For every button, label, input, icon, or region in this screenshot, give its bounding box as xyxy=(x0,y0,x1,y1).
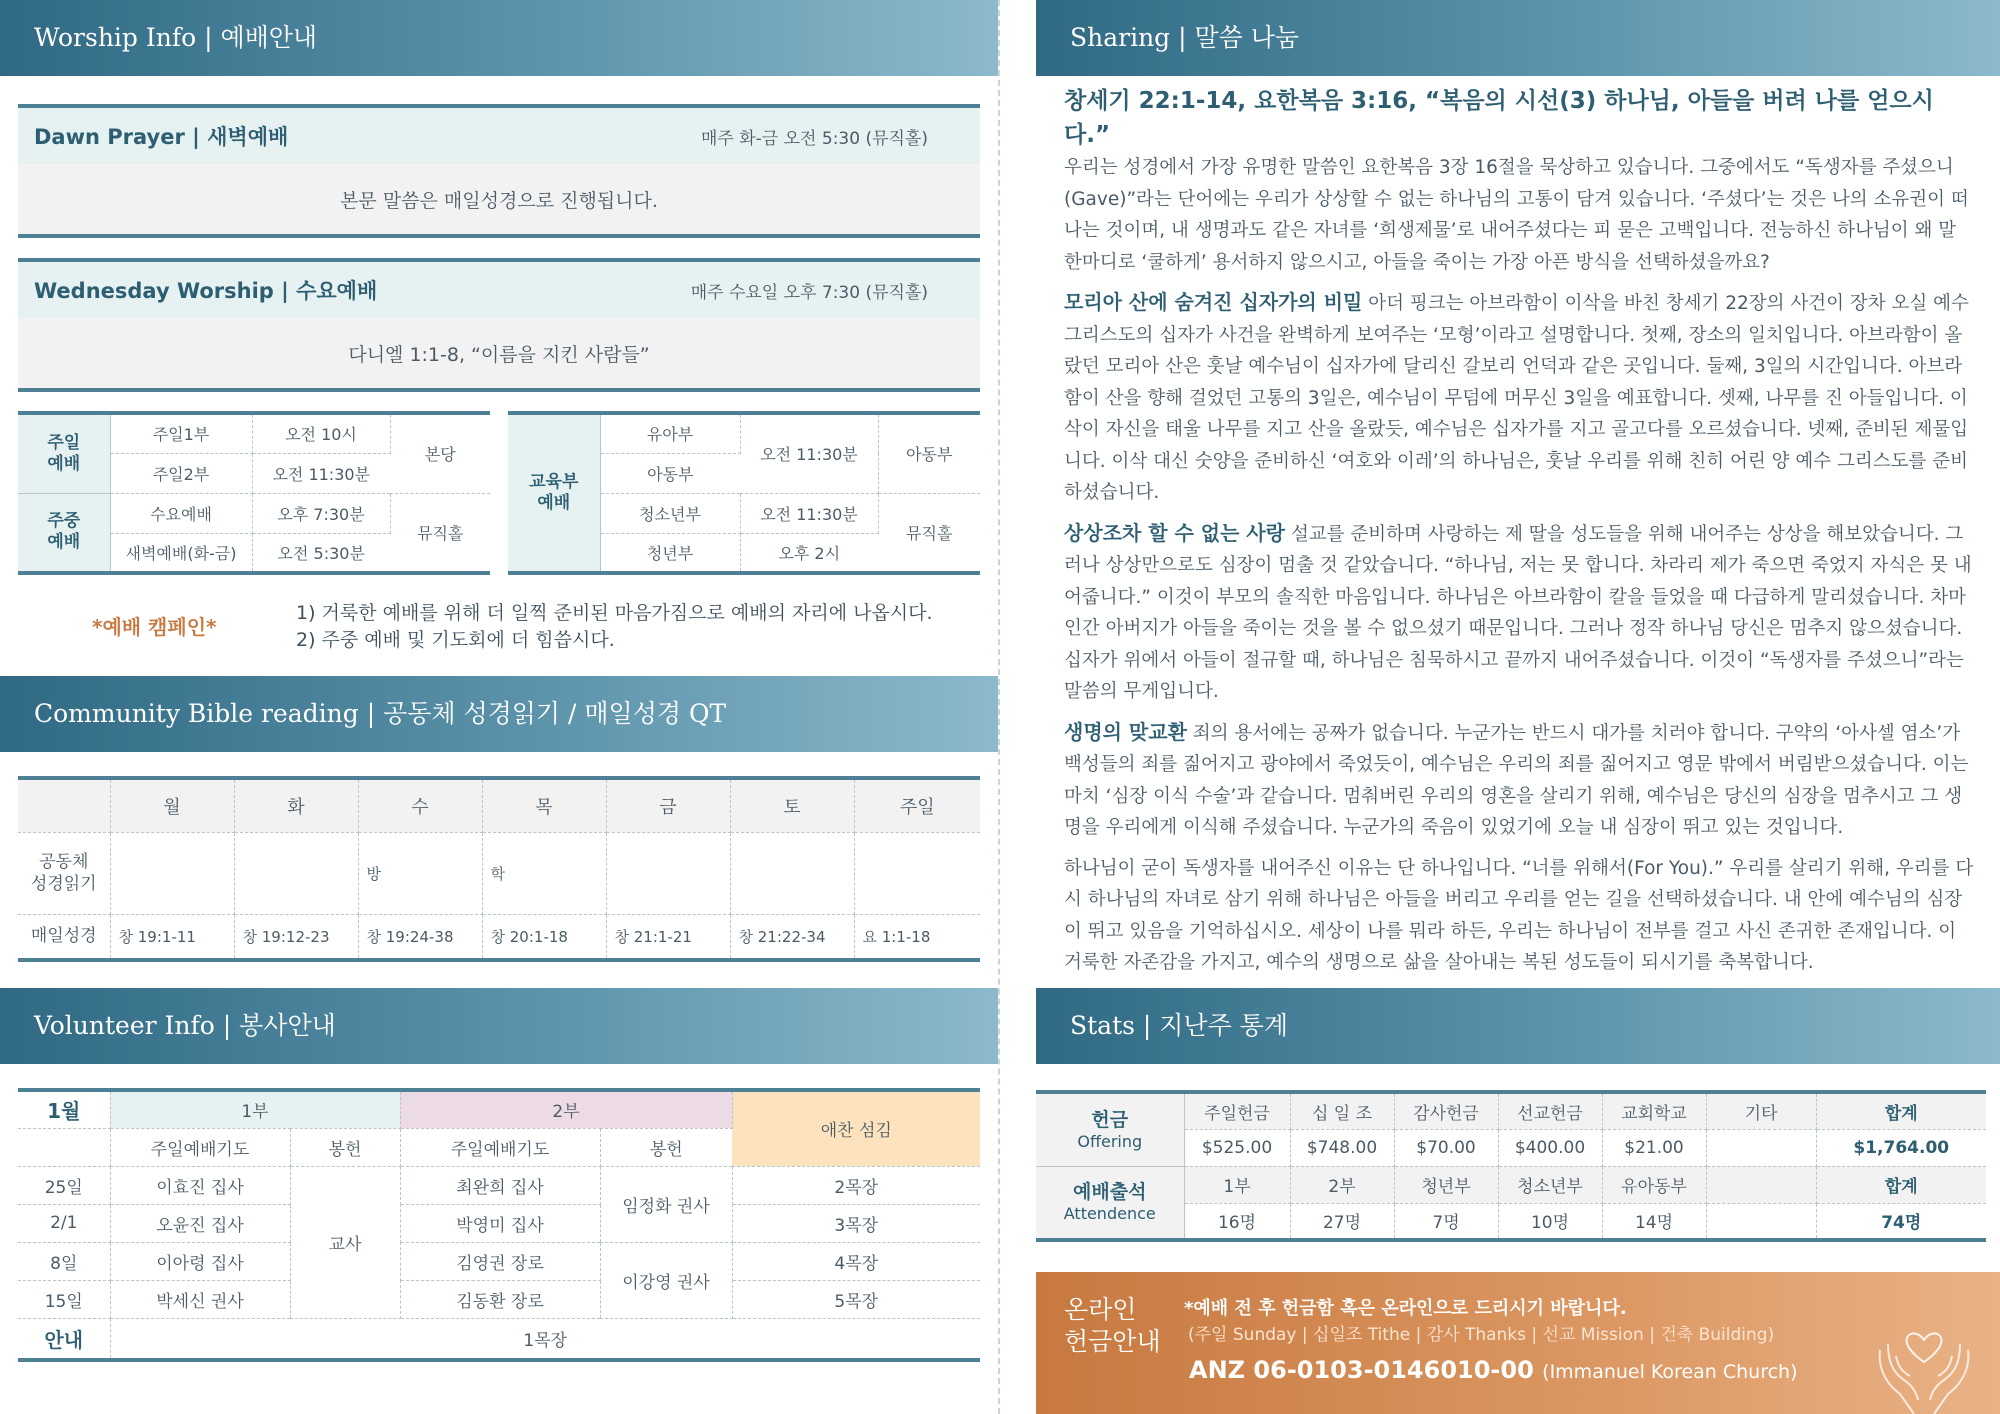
bible-reading-table xyxy=(18,776,980,962)
stat-head: 유아동부 xyxy=(1602,1166,1706,1203)
sermon-text xyxy=(1064,84,1976,988)
stat-head: 1부 xyxy=(1184,1166,1290,1203)
stat-total-head: 합계 xyxy=(1816,1092,1986,1129)
volunteer-banner: Volunteer Info | 봉사안내 xyxy=(0,988,998,1064)
month-label: 1월 xyxy=(18,1090,110,1128)
date-cell: 15일 xyxy=(18,1280,110,1318)
campaign-text xyxy=(296,600,933,654)
prayer-cell: 이아령 집사 xyxy=(110,1242,290,1280)
part1-header: 1부 xyxy=(110,1090,400,1128)
service-time: 오전 5:30분 xyxy=(277,543,365,563)
sunday-worship-label: 주일 예배 xyxy=(18,413,110,493)
reading-cell xyxy=(730,832,854,914)
row-label: 공동체 성경읽기 xyxy=(18,832,110,914)
day-header: 주일 xyxy=(854,778,980,832)
dept-name: 유아부 xyxy=(600,413,740,453)
prayer-cell: 김동환 장로 xyxy=(400,1280,600,1318)
service-times-table xyxy=(18,411,490,575)
day-header: 수 xyxy=(358,778,482,832)
offering-label-ko: 헌금 xyxy=(1091,1108,1129,1131)
reading-cell: 요 1:1-18 xyxy=(862,927,931,946)
offering-header: 봉헌 xyxy=(290,1128,400,1166)
reading-cell: 학 xyxy=(482,832,606,914)
dawn-prayer-box xyxy=(18,104,980,238)
guide-label: 안내 xyxy=(18,1318,110,1360)
prayer-cell: 박세신 권사 xyxy=(110,1280,290,1318)
stat-value: 7명 xyxy=(1394,1203,1498,1240)
empty-cell xyxy=(18,1128,110,1166)
campaign-label: *예배 캠페인* xyxy=(92,615,217,639)
stat-head: 선교헌금 xyxy=(1498,1092,1602,1129)
stat-head: 십 일 조 xyxy=(1290,1092,1394,1129)
dawn-prayer-header xyxy=(18,108,980,164)
stats-banner: Stats | 지난주 통계 xyxy=(1036,988,2000,1064)
sharing-banner: Sharing | 말씀 나눔 xyxy=(1036,0,2000,76)
online-note: *예배 전 후 헌금함 혹은 온라인으로 드리시기 바랍니다. xyxy=(1184,1298,1627,1319)
dept-place: 뮤직홀 xyxy=(878,493,980,573)
stat-head: 교회학교 xyxy=(1602,1092,1706,1129)
stat-value: 27명 xyxy=(1290,1203,1394,1240)
stat-value: $400.00 xyxy=(1498,1129,1602,1166)
dept-time: 오전 11:30분 xyxy=(740,413,878,493)
meal-header: 애찬 섬김 xyxy=(732,1090,980,1166)
stat-total: $1,764.00 xyxy=(1816,1129,1986,1166)
day-header: 목 xyxy=(482,778,606,832)
sermon-paragraph xyxy=(1064,717,1976,844)
date-cell: 25일 xyxy=(18,1166,110,1204)
dawn-prayer-time: 매주 화-금 오전 5:30 (뮤직홀) xyxy=(701,128,928,149)
service-name: 주일2부 xyxy=(110,453,252,493)
campaign-item: 2) 주중 예배 및 기도회에 더 힘씁시다. xyxy=(296,629,615,651)
dawn-prayer-title: Dawn Prayer | 새벽예배 xyxy=(34,125,289,149)
date-cell: 8일 xyxy=(18,1242,110,1280)
reading-cell: 창 21:1-21 xyxy=(606,914,730,960)
stat-value xyxy=(1706,1129,1816,1166)
service-place: 본당 xyxy=(390,413,490,493)
stat-head: 2부 xyxy=(1290,1166,1394,1203)
weekday-worship-label: 주중 예배 xyxy=(18,493,110,573)
reading-cell xyxy=(606,832,730,914)
day-header: 화 xyxy=(234,778,358,832)
row-label: 매일성경 xyxy=(18,914,110,960)
offering-cell: 임정화 권사 xyxy=(600,1166,732,1242)
service-name: 새벽예배(화-금) xyxy=(110,533,252,573)
service-time: 오후 7:30분 xyxy=(252,493,390,533)
meal-cell: 2목장 xyxy=(732,1166,980,1204)
stat-value: 14명 xyxy=(1602,1203,1706,1240)
offering-label-en: Offering xyxy=(1077,1131,1143,1151)
offering-header: 봉헌 xyxy=(600,1128,732,1166)
service-place: 뮤직홀 xyxy=(390,493,490,573)
stat-head xyxy=(1706,1166,1816,1203)
corner-cell xyxy=(18,778,110,832)
reading-cell: 창 19:1-11 xyxy=(110,914,234,960)
education-times-table xyxy=(508,411,980,575)
reading-cell: 창 19:12-23 xyxy=(234,914,358,960)
prayer-cell: 박영미 집사 xyxy=(400,1204,600,1242)
offering-label xyxy=(1036,1092,1184,1166)
stat-head: 기타 xyxy=(1706,1092,1816,1129)
reading-cell xyxy=(854,832,980,914)
volunteer-table xyxy=(18,1088,980,1362)
sermon-title: 창세기 22:1-14, 요한복음 3:16, “복음의 시선(3) 하나님, 아들을 버려 나를 얻으시다.” xyxy=(1064,88,1934,148)
day-header: 토 xyxy=(730,778,854,832)
reading-cell: 창 19:24-38 xyxy=(358,914,482,960)
dept-name: 아동부 xyxy=(600,453,740,493)
account-value: ANZ 06-0103-0146010-00 xyxy=(1189,1356,1534,1384)
online-title: 온라인 헌금안내 xyxy=(1064,1295,1161,1356)
bible-reading-banner: Community Bible reading | 공동체 성경읽기 / 매일성경 QT xyxy=(0,676,998,752)
stat-head: 감사헌금 xyxy=(1394,1092,1498,1129)
stat-total: 74명 xyxy=(1816,1203,1986,1240)
reading-cell xyxy=(110,832,234,914)
stat-value: $21.00 xyxy=(1602,1129,1706,1166)
stat-total-head: 합계 xyxy=(1816,1166,1986,1203)
online-categories: (주일 Sunday | 십일조 Tithe | 감사 Thanks | 선교 Mission | 건축 Building) xyxy=(1188,1325,1775,1345)
prayer-cell: 오윤진 집사 xyxy=(110,1204,290,1242)
reading-cell: 방 xyxy=(358,832,482,914)
paragraph-body: 설교를 준비하며 사랑하는 제 딸을 성도들을 위해 내어주는 상상을 해보았습니다. 그러나 상상만으로도 심장이 멈출 것 같았습니다. “하나님, 저는 못 합니다. 차라리 제가 죽으면 죽었지 자식은 못 내어줍니다.” 이것이 부모의 솔직한 마음입니다. 하나님은 아브라함이 칼을 들었을 때 다급하게 말리셨습니다. 차마 인간 아버지가 아들을 죽이는 것을 볼 수 없으셨기 때문입니다. 그러나 정작 하나님 당신은 멈추지 않으셨습니다. 십자가 위에서 아들이 절규할 때, 하나님은 침묵하시고 끝까지 내어주셨습니다. 이것이 “독생자를 주셨으니”라는 말씀의 무게입니다. xyxy=(1064,523,1972,702)
sermon-paragraph xyxy=(1064,518,1976,708)
wednesday-worship-body: 다니엘 1:1-8, “이름을 지킨 사람들” xyxy=(18,318,980,388)
stat-value: 10명 xyxy=(1498,1203,1602,1240)
sermon-paragraph: 하나님이 굳이 독생자를 내어주신 이유는 단 하나입니다. “너를 위해서(For You).” 우리를 살리기 위해, 우리를 다시 하나님의 자녀로 삼기 위해 하나님은 아들을 버리고 우리를 얻는 길을 선택하셨습니다. 내 안에 예수님의 심장이 뛰고 있음을 기억하십시오. 세상이 나를 뭐라 하든, 우리는 하나님이 전부를 걸고 사신 존귀한 존재입니다. 이 거룩한 자존감을 가지고, 예수의 생명으로 삶을 살아내는 복된 성도들이 되시기를 축복합니다. xyxy=(1064,857,1974,973)
stat-value: $70.00 xyxy=(1394,1129,1498,1166)
prayer-header: 주일예배기도 xyxy=(110,1128,290,1166)
stat-value: 16명 xyxy=(1184,1203,1290,1240)
stats-table xyxy=(1036,1090,1986,1242)
campaign-item: 1) 거룩한 예배를 위해 더 일찍 준비된 마음가짐으로 예배의 자리에 나옵시다. xyxy=(296,602,933,624)
sermon-paragraph xyxy=(1064,287,1976,509)
stat-value: $525.00 xyxy=(1184,1129,1290,1166)
sermon-paragraph: 우리는 성경에서 가장 유명한 말씀인 요한복음 3장 16절을 묵상하고 있습니다. 그중에서도 “독생자를 주셨으니(Gave)”라는 단어에는 우리가 상상할 수 없는 하나님의 고통이 담겨 있습니다. ‘주셨다’는 것은 나의 소유권이 떠나는 것이며, 내 생명과도 같은 자녀를 ‘희생제물’로 내어주셨다는 피 묻은 고백입니다. 전능하신 하나님이 왜 말 한마디로 ‘쿨하게’ 용서하지 않으시고, 아들을 죽이는 가장 아픈 방식을 선택하셨을까요? xyxy=(1064,157,1969,273)
service-time: 오전 11:30분 xyxy=(252,453,390,493)
dept-name: 청년부 xyxy=(600,533,740,573)
service-time: 오전 10시 xyxy=(252,413,390,453)
dept-place: 아동부 xyxy=(878,413,980,493)
service-name: 수요예배 xyxy=(110,493,252,533)
account-number xyxy=(1189,1356,1798,1384)
meal-cell: 4목장 xyxy=(732,1242,980,1280)
prayer-cell: 최완희 집사 xyxy=(400,1166,600,1204)
dept-time: 오후 2시 xyxy=(778,543,841,563)
part2-header: 2부 xyxy=(400,1090,732,1128)
day-header: 금 xyxy=(606,778,730,832)
prayer-cell: 김영권 장로 xyxy=(400,1242,600,1280)
attendance-label xyxy=(1036,1166,1184,1240)
fold-divider xyxy=(998,0,1000,1414)
reading-cell: 창 20:1-18 xyxy=(482,914,606,960)
wednesday-worship-title: Wednesday Worship | 수요예배 xyxy=(34,279,378,303)
attendance-label-en: Attendence xyxy=(1063,1204,1156,1224)
stat-head: 청소년부 xyxy=(1498,1166,1602,1203)
account-name: (Immanuel Korean Church) xyxy=(1542,1361,1798,1383)
offering-cell: 이강영 권사 xyxy=(600,1242,732,1318)
reading-cell: 창 21:22-34 xyxy=(730,914,854,960)
prayer-header: 주일예배기도 xyxy=(400,1128,600,1166)
stat-value: $748.00 xyxy=(1290,1129,1394,1166)
paragraph-heading: 모리아 산에 숨겨진 십자가의 비밀 xyxy=(1064,290,1363,314)
stat-head: 주일헌금 xyxy=(1184,1092,1290,1129)
stat-value xyxy=(1706,1203,1816,1240)
education-worship-label: 교육부 예배 xyxy=(508,413,600,573)
guide-value: 1목장 xyxy=(523,1330,568,1351)
wednesday-worship-header xyxy=(18,262,980,318)
paragraph-heading: 상상조차 할 수 없는 사랑 xyxy=(1064,520,1286,545)
day-header: 월 xyxy=(110,778,234,832)
service-name: 주일1부 xyxy=(110,413,252,453)
wednesday-worship-box xyxy=(18,258,980,392)
online-offering-box xyxy=(1036,1272,2000,1414)
worship-banner: Worship Info | 예배안내 xyxy=(0,0,998,76)
offering-cell: 교사 xyxy=(290,1166,400,1318)
wednesday-worship-time: 매주 수요일 오후 7:30 (뮤직홀) xyxy=(690,282,928,303)
dept-name: 청소년부 xyxy=(600,493,740,533)
date-cell: 2/1 xyxy=(18,1204,110,1242)
heart-hands-icon xyxy=(1870,1310,1978,1414)
dawn-prayer-body: 본문 말씀은 매일성경으로 진행됩니다. xyxy=(18,164,980,234)
attendance-label-ko: 예배출석 xyxy=(1073,1181,1147,1204)
paragraph-body: 아더 핑크는 아브라함이 이삭을 바친 창세기 22장의 사건이 장차 오실 예수 그리스도의 십자가 사건을 완벽하게 보여주는 ‘모형’이라고 설명합니다. 첫째, 장소의 일치입니다. 아브라함이 올랐던 모리아 산은 훗날 예수님이 십자가에 달리신 갈보리 언덕과 같은 곳입니다. 둘째, 3일의 시간입니다. 아브라함이 산을 향해 걸었던 고통의 3일은, 예수님이 무덤에 머무신 3일을 예표합니다. 셋째, 나무를 진 아들입니다. 이삭이 자신을 태울 나무를 지고 산을 올랐듯, 예수님은 십자가를 지고 골고다를 오르셨습니다. 넷째, 준비된 제물입니다. 이삭 대신 숫양을 준비하신 ‘여호와 이레’의 하나님은, 훗날 우리를 위해 친히 어린 양 예수 그리스도를 준비하셨습니다. xyxy=(1064,293,1969,503)
paragraph-body: 죄의 용서에는 공짜가 없습니다. 누군가는 반드시 대가를 치러야 합니다. 구약의 ‘아사셀 염소’가 백성들의 죄를 짊어지고 광야에서 죽었듯이, 예수님은 우리의 죄를 짊어지고 영문 밖에서 버림받으셨습니다. 이는 마치 ‘심장 이식 수술’과 같습니다. 멈춰버린 우리의 영혼을 살리기 위해, 예수님은 당신의 심장을 멈추시고 그 생명을 우리에게 이식해 주셨습니다. 누군가의 죽음이 있었기에 오늘 내 심장이 뛰고 있는 것입니다. xyxy=(1064,722,1969,838)
prayer-cell: 이효진 집사 xyxy=(110,1166,290,1204)
reading-cell xyxy=(234,832,358,914)
stat-head: 청년부 xyxy=(1394,1166,1498,1203)
paragraph-heading: 생명의 맞교환 xyxy=(1064,719,1187,744)
meal-cell: 3목장 xyxy=(732,1204,980,1242)
dept-time: 오전 11:30분 xyxy=(740,493,878,533)
meal-cell: 5목장 xyxy=(732,1280,980,1318)
